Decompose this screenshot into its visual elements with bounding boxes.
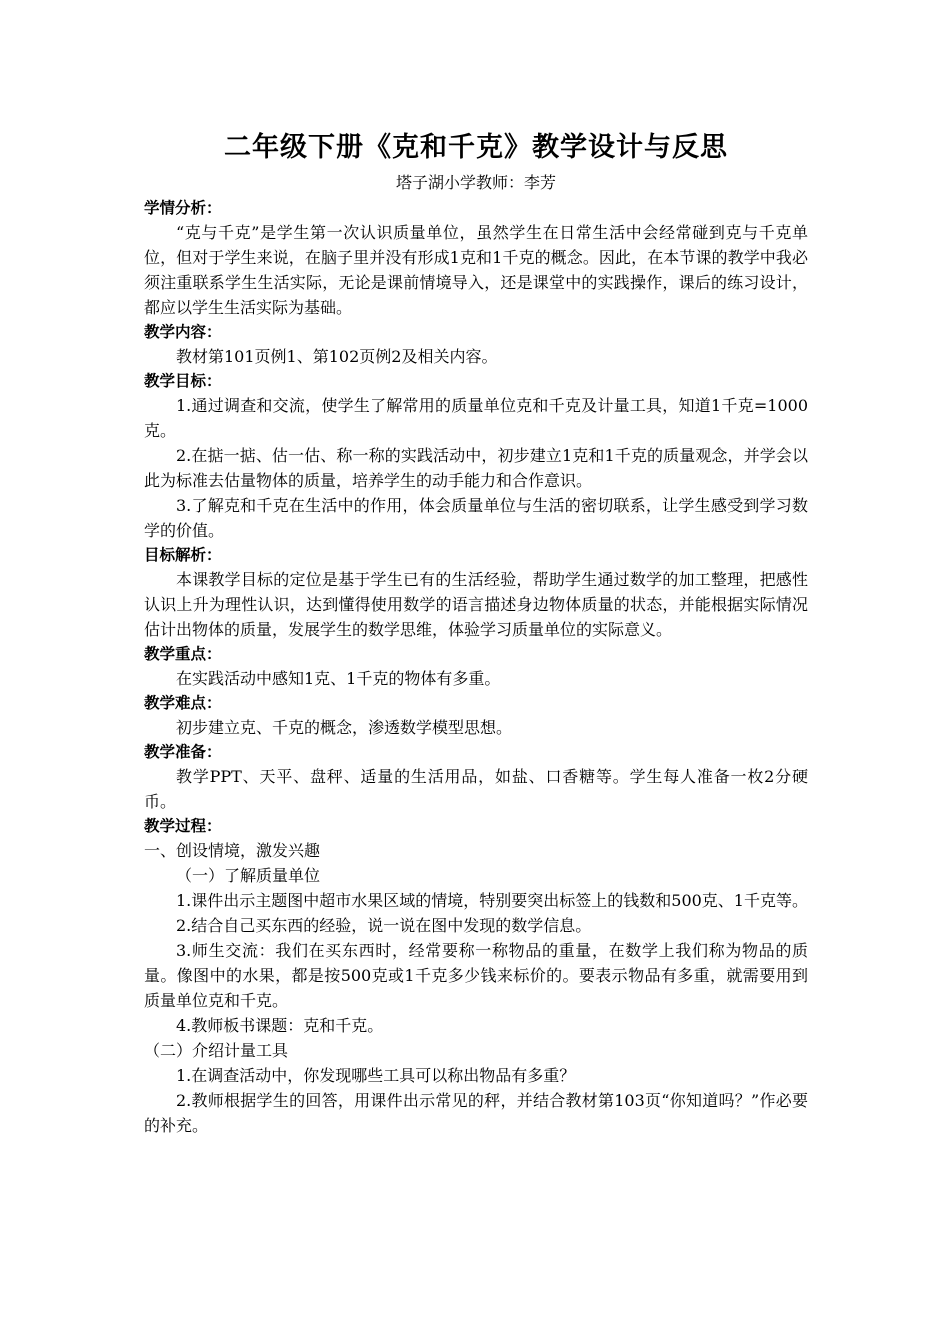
paragraph: 2.教师根据学生的回答，用课件出示常见的秤，并结合教材第103页“你知道吗？”作必要的补充。 [144, 1091, 808, 1135]
process-subheading: （一）了解质量单位 [176, 866, 321, 885]
process-part-heading: 一、创设情境，激发兴趣 [144, 841, 321, 860]
section-teaching-process [144, 814, 808, 1138]
paragraph: 本课教学目标的定位是基于学生已有的生活经验，帮助学生通过数学的加工整理，把感性认识上升为理性认识，达到懂得使用数学的语言描述身边物体质量的状态，并能根据实际情况估计出物体的质量，发展学生的数学思维，体验学习质量单位的实际意义。 [144, 570, 808, 639]
paragraph: 在实践活动中感知1克、1千克的物体有多重。 [176, 669, 501, 688]
paragraph: 教学PPT、天平、盘秤、适量的生活用品，如盐、口香糖等。学生每人准备一枚2分硬币。 [144, 767, 808, 811]
section-preparation [144, 740, 808, 814]
section-teaching-content [144, 320, 808, 369]
paragraph: 1.课件出示主题图中超市水果区域的情境，特别要突出标签上的钱数和500克、1千克等。 [176, 891, 808, 910]
section-goal-analysis [144, 543, 808, 642]
section-heading: 教学准备： [144, 743, 222, 761]
document-title: 二年级下册《克和千克》教学设计与反思 [224, 132, 728, 163]
paragraph: 1.通过调查和交流，使学生了解常用的质量单位克和千克及计量工具，知道1千克=1000克。 [144, 396, 808, 440]
paragraph: 3.师生交流：我们在买东西时，经常要称一称物品的重量，在数学上我们称为物品的质量。像图中的水果，都是按500克或1千克多少钱来标价的。要表示物品有多重，就需要用到质量单位克和千克。 [144, 941, 808, 1010]
paragraph: 3.了解克和千克在生活中的作用，体会质量单位与生活的密切联系，让学生感受到学习数学的价值。 [144, 496, 808, 540]
section-difficult-points [144, 691, 808, 740]
paragraph: 初步建立克、千克的概念，渗透数学模型思想。 [176, 718, 513, 737]
section-teaching-goals [144, 369, 808, 543]
process-subheading: （二）介绍计量工具 [144, 1041, 289, 1060]
section-heading: 教学难点： [144, 694, 222, 712]
section-key-points [144, 642, 808, 691]
section-heading: 学情分析： [144, 199, 222, 217]
section-heading: 教学过程： [144, 817, 222, 835]
paragraph: 教材第101页例1、第102页例2及相关内容。 [176, 347, 498, 366]
paragraph: “克与千克”是学生第一次认识质量单位，虽然学生在日常生活中会经常碰到克与千克单位，但对于学生来说，在脑子里并没有形成1克和1千克的概念。因此，在本节课的教学中我必须注重联系学生生活实际，无论是课前情境导入，还是课堂中的实践操作，课后的练习设计，都应以学生生活实际为基础。 [144, 223, 808, 317]
section-heading: 教学重点： [144, 645, 222, 663]
paragraph: 2.结合自己买东西的经验，说一说在图中发现的数学信息。 [176, 916, 592, 935]
author-line: 塔子湖小学教师：李芳 [395, 173, 556, 192]
section-situation-analysis [144, 196, 808, 320]
paragraph: 2.在掂一掂、估一估、称一称的实践活动中，初步建立1克和1千克的质量观念，并学会以此为标准去估量物体的质量，培养学生的动手能力和合作意识。 [144, 446, 808, 490]
section-heading: 教学目标： [144, 372, 222, 390]
paragraph: 4.教师板书课题：克和千克。 [176, 1016, 384, 1035]
section-heading: 教学内容： [144, 323, 222, 341]
paragraph: 1.在调查活动中，你发现哪些工具可以称出物品有多重？ [176, 1066, 576, 1085]
document-page [144, 128, 808, 1138]
section-heading: 目标解析： [144, 546, 222, 564]
